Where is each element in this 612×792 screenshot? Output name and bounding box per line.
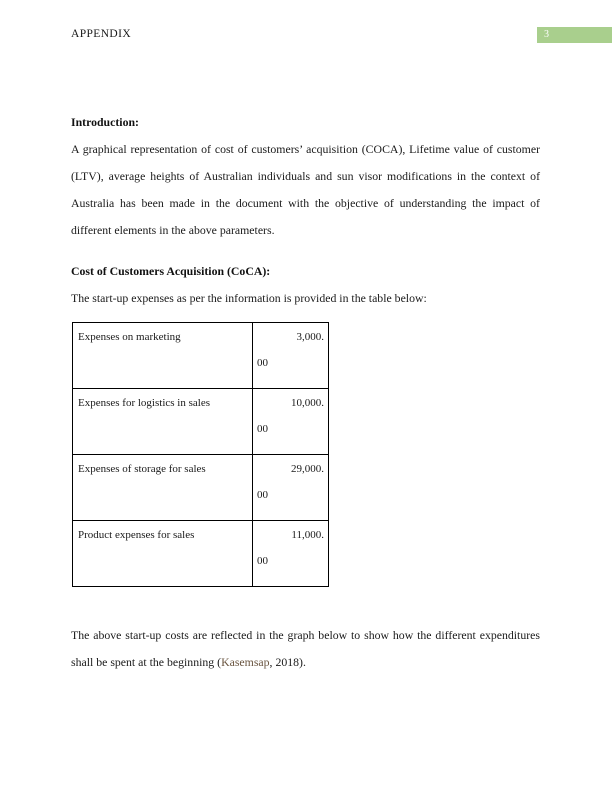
expense-label-cell <box>73 389 253 455</box>
expense-label: Expenses on marketing <box>78 331 181 343</box>
header-title: APPENDIX <box>71 28 132 40</box>
expense-amount-cell <box>253 323 329 389</box>
closing-prefix: The above start-up costs are reflected in the graph below to show how the different expenditures shall be spent at the beginning ( <box>71 628 540 669</box>
closing-suffix: , 2018). <box>269 655 306 669</box>
expense-label: Expenses for logistics in sales <box>78 397 210 409</box>
expense-amount-major: 3,000. <box>296 331 324 343</box>
coca-intro-paragraph: The start-up expenses as per the information is provided in the table below: <box>71 291 427 305</box>
expense-amount-minor: 00 <box>257 423 268 435</box>
expense-amount-cell <box>253 389 329 455</box>
expense-label-cell <box>73 521 253 587</box>
expense-amount-minor: 00 <box>257 489 268 501</box>
expense-amount-minor: 00 <box>257 555 268 567</box>
table-row <box>73 521 329 587</box>
expense-label: Expenses of storage for sales <box>78 463 206 475</box>
introduction-heading: Introduction: <box>71 115 139 129</box>
closing-paragraph <box>71 622 540 676</box>
page-number: 3 <box>544 29 549 40</box>
citation-author: Kasemsap <box>221 655 270 669</box>
expense-amount-minor: 00 <box>257 357 268 369</box>
introduction-paragraph: A graphical representation of cost of customers’ acquisition (COCA), Lifetime value of customer (LTV), average heights of Australian individuals and sun visor modifications in the context of Australia has been made in the document with the objective of understanding the impact of different elements in the above parameters. <box>71 142 540 237</box>
expense-amount-cell <box>253 521 329 587</box>
expense-label-cell <box>73 323 253 389</box>
expense-amount-major: 11,000. <box>291 529 324 541</box>
page-number-band <box>537 27 612 43</box>
expense-table-body <box>73 323 329 587</box>
expense-table <box>72 322 329 587</box>
table-row <box>73 455 329 521</box>
page-header <box>0 0 612 60</box>
expense-amount-major: 29,000. <box>291 463 324 475</box>
expense-amount-major: 10,000. <box>291 397 324 409</box>
coca-heading: Cost of Customers Acquisition (CoCA): <box>71 264 271 278</box>
table-row <box>73 389 329 455</box>
expense-label-cell <box>73 455 253 521</box>
expense-amount-cell <box>253 455 329 521</box>
expense-label: Product expenses for sales <box>78 529 195 541</box>
table-row <box>73 323 329 389</box>
